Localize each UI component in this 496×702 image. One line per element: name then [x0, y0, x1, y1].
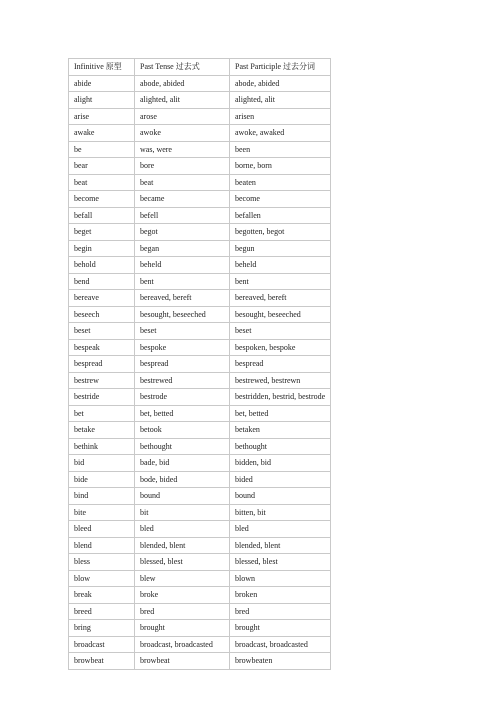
past-participle-cell: blown [230, 570, 331, 587]
past-participle-cell: bespread [230, 356, 331, 373]
past-participle-cell: awoke, awaked [230, 125, 331, 142]
table-row [69, 570, 331, 587]
past-tense-cell: bit [135, 504, 230, 521]
past-participle-cell: bidden, bid [230, 455, 331, 472]
infinitive-cell: become [69, 191, 135, 208]
table-row [69, 488, 331, 505]
infinitive-cell: beset [69, 323, 135, 340]
infinitive-cell: browbeat [69, 653, 135, 670]
infinitive-cell: bear [69, 158, 135, 175]
table-row [69, 75, 331, 92]
past-participle-cell: begun [230, 240, 331, 257]
past-tense-cell: bestrode [135, 389, 230, 406]
past-participle-cell: besought, beseeched [230, 306, 331, 323]
table-row [69, 405, 331, 422]
infinitive-cell: beat [69, 174, 135, 191]
table-row [69, 224, 331, 241]
past-tense-cell: besought, beseeched [135, 306, 230, 323]
past-tense-cell: blew [135, 570, 230, 587]
past-tense-cell: was, were [135, 141, 230, 158]
table-row [69, 587, 331, 604]
infinitive-cell: befall [69, 207, 135, 224]
table-row [69, 108, 331, 125]
infinitive-cell: bid [69, 455, 135, 472]
infinitive-cell: begin [69, 240, 135, 257]
table-row [69, 504, 331, 521]
past-tense-cell: abode, abided [135, 75, 230, 92]
infinitive-cell: bide [69, 471, 135, 488]
infinitive-cell: beseech [69, 306, 135, 323]
header-infinitive: Infinitive 原型 [69, 59, 135, 76]
past-participle-cell: broken [230, 587, 331, 604]
table-row [69, 323, 331, 340]
past-participle-cell: bespoken, bespoke [230, 339, 331, 356]
past-tense-cell: broke [135, 587, 230, 604]
infinitive-cell: breed [69, 603, 135, 620]
table-row [69, 521, 331, 538]
infinitive-cell: bring [69, 620, 135, 637]
infinitive-cell: blend [69, 537, 135, 554]
table-row [69, 438, 331, 455]
infinitive-cell: bless [69, 554, 135, 571]
past-participle-cell: bestrewed, bestrewn [230, 372, 331, 389]
past-participle-cell: bound [230, 488, 331, 505]
table-row [69, 339, 331, 356]
past-participle-cell: befallen [230, 207, 331, 224]
past-tense-cell: beheld [135, 257, 230, 274]
past-participle-cell: brought [230, 620, 331, 637]
table-row [69, 356, 331, 373]
infinitive-cell: bind [69, 488, 135, 505]
infinitive-cell: bet [69, 405, 135, 422]
past-tense-cell: bethought [135, 438, 230, 455]
past-participle-cell: bitten, bit [230, 504, 331, 521]
table-row [69, 636, 331, 653]
past-participle-cell: bled [230, 521, 331, 538]
table-row [69, 141, 331, 158]
table-row [69, 620, 331, 637]
infinitive-cell: bestrew [69, 372, 135, 389]
table-row [69, 603, 331, 620]
past-tense-cell: bet, betted [135, 405, 230, 422]
past-participle-cell: alighted, alit [230, 92, 331, 109]
past-participle-cell: bethought [230, 438, 331, 455]
table-row [69, 455, 331, 472]
past-tense-cell: alighted, alit [135, 92, 230, 109]
past-tense-cell: bore [135, 158, 230, 175]
infinitive-cell: bespread [69, 356, 135, 373]
past-participle-cell: arisen [230, 108, 331, 125]
past-tense-cell: befell [135, 207, 230, 224]
infinitive-cell: beget [69, 224, 135, 241]
infinitive-cell: break [69, 587, 135, 604]
table-row [69, 554, 331, 571]
table-body [69, 75, 331, 669]
table-row [69, 191, 331, 208]
table-row [69, 92, 331, 109]
past-participle-cell: bided [230, 471, 331, 488]
past-participle-cell: blessed, blest [230, 554, 331, 571]
table-row [69, 537, 331, 554]
past-tense-cell: begot [135, 224, 230, 241]
past-participle-cell: become [230, 191, 331, 208]
past-tense-cell: beset [135, 323, 230, 340]
past-tense-cell: bred [135, 603, 230, 620]
table-row [69, 471, 331, 488]
past-tense-cell: became [135, 191, 230, 208]
past-participle-cell: beheld [230, 257, 331, 274]
past-tense-cell: arose [135, 108, 230, 125]
past-tense-cell: bade, bid [135, 455, 230, 472]
past-tense-cell: brought [135, 620, 230, 637]
past-tense-cell: browbeat [135, 653, 230, 670]
table-row [69, 422, 331, 439]
past-participle-cell: borne, born [230, 158, 331, 175]
table-row [69, 372, 331, 389]
infinitive-cell: be [69, 141, 135, 158]
infinitive-cell: abide [69, 75, 135, 92]
past-tense-cell: blended, blent [135, 537, 230, 554]
past-tense-cell: broadcast, broadcasted [135, 636, 230, 653]
past-participle-cell: beaten [230, 174, 331, 191]
table-row [69, 257, 331, 274]
past-tense-cell: betook [135, 422, 230, 439]
table-row [69, 290, 331, 307]
past-participle-cell: begotten, begot [230, 224, 331, 241]
table-row [69, 125, 331, 142]
past-participle-cell: betaken [230, 422, 331, 439]
past-participle-cell: broadcast, broadcasted [230, 636, 331, 653]
past-tense-cell: blessed, blest [135, 554, 230, 571]
infinitive-cell: bespeak [69, 339, 135, 356]
infinitive-cell: arise [69, 108, 135, 125]
infinitive-cell: bestride [69, 389, 135, 406]
table-row [69, 174, 331, 191]
past-participle-cell: bent [230, 273, 331, 290]
past-tense-cell: began [135, 240, 230, 257]
past-tense-cell: bereaved, bereft [135, 290, 230, 307]
past-tense-cell: beat [135, 174, 230, 191]
table-row [69, 389, 331, 406]
past-participle-cell: bereaved, bereft [230, 290, 331, 307]
past-participle-cell: beset [230, 323, 331, 340]
header-past-participle: Past Participle 过去分词 [230, 59, 331, 76]
past-tense-cell: bespoke [135, 339, 230, 356]
past-tense-cell: awoke [135, 125, 230, 142]
table-row [69, 207, 331, 224]
infinitive-cell: bend [69, 273, 135, 290]
table-header-row [69, 59, 331, 76]
past-participle-cell: blended, blent [230, 537, 331, 554]
infinitive-cell: bleed [69, 521, 135, 538]
past-tense-cell: bode, bided [135, 471, 230, 488]
past-tense-cell: bestrewed [135, 372, 230, 389]
table-row [69, 653, 331, 670]
past-participle-cell: browbeaten [230, 653, 331, 670]
table-row [69, 240, 331, 257]
infinitive-cell: betake [69, 422, 135, 439]
infinitive-cell: behold [69, 257, 135, 274]
infinitive-cell: bereave [69, 290, 135, 307]
verb-forms-table [68, 58, 331, 670]
past-participle-cell: bred [230, 603, 331, 620]
past-tense-cell: bled [135, 521, 230, 538]
infinitive-cell: alight [69, 92, 135, 109]
past-tense-cell: bound [135, 488, 230, 505]
header-past-tense: Past Tense 过去式 [135, 59, 230, 76]
table-row [69, 273, 331, 290]
past-tense-cell: bespread [135, 356, 230, 373]
past-tense-cell: bent [135, 273, 230, 290]
past-participle-cell: been [230, 141, 331, 158]
past-participle-cell: bestridden, bestrid, bestrode [230, 389, 331, 406]
infinitive-cell: bethink [69, 438, 135, 455]
table-row [69, 158, 331, 175]
past-participle-cell: bet, betted [230, 405, 331, 422]
infinitive-cell: blow [69, 570, 135, 587]
infinitive-cell: awake [69, 125, 135, 142]
infinitive-cell: broadcast [69, 636, 135, 653]
infinitive-cell: bite [69, 504, 135, 521]
past-participle-cell: abode, abided [230, 75, 331, 92]
table-row [69, 306, 331, 323]
